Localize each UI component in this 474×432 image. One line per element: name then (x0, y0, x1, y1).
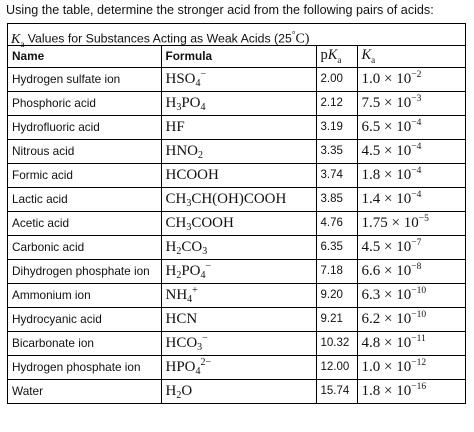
table-row (8, 187, 465, 211)
ka-value (357, 235, 465, 259)
ka-value (357, 67, 465, 91)
formula-subscript: 4 (187, 293, 193, 305)
chemical-formula (161, 139, 316, 163)
formula-text: H (165, 238, 177, 255)
formula-charge: − (202, 332, 208, 344)
table-row (8, 235, 465, 259)
pka-value: 9.21 (316, 307, 357, 331)
formula-text: CO (181, 238, 203, 255)
table-row (8, 91, 465, 115)
pka-value: 6.35 (316, 235, 357, 259)
table-row (8, 163, 465, 187)
table-body (8, 67, 465, 403)
pka-value: 3.35 (316, 139, 357, 163)
formula-subscript: 2 (198, 149, 203, 161)
formula-text: HPO (165, 358, 196, 375)
chemical-formula (161, 163, 316, 187)
header-row (8, 46, 465, 67)
table-row (8, 307, 465, 331)
table-row (8, 331, 465, 355)
header-pka-subscript: a (337, 55, 342, 66)
chemical-formula (161, 91, 316, 115)
ka-mantissa: 4.8 × 10 (361, 334, 412, 351)
chemical-formula (161, 283, 316, 307)
table-row (8, 115, 465, 139)
ka-exponent: −7 (411, 237, 422, 248)
ka-mantissa: 6.6 × 10 (361, 262, 412, 279)
ka-mantissa: 1.8 × 10 (361, 382, 412, 399)
acid-name: Acetic acid (8, 211, 161, 235)
caption-ka-symbol (11, 32, 24, 47)
formula-text: HCO (165, 334, 198, 351)
caption-text: Values for Substances Acting as Weak Acids (25 (24, 31, 292, 46)
acid-name: Nitrous acid (8, 139, 161, 163)
formula-text: PO (181, 94, 201, 111)
ka-exponent: −2 (411, 69, 422, 80)
pka-value: 7.18 (316, 259, 357, 283)
formula-subscript: 3 (202, 245, 208, 257)
chemical-formula (161, 331, 316, 355)
acid-name: Hydrogen phosphate ion (8, 355, 161, 379)
chemical-formula (161, 307, 316, 331)
acid-name: Phosphoric acid (8, 91, 161, 115)
pka-value: 2.00 (316, 67, 357, 91)
header-formula: Formula (161, 46, 316, 67)
header-pka-symbol: K (327, 47, 338, 64)
header-name: Name (8, 46, 161, 67)
ka-exponent: −3 (411, 93, 422, 104)
formula-subscript: 4 (200, 101, 206, 113)
formula-text: CH (165, 214, 187, 231)
formula-text: HF (165, 118, 185, 135)
acid-name: Hydrofluoric acid (8, 115, 161, 139)
pka-value: 4.76 (316, 211, 357, 235)
ka-mantissa: 4.5 × 10 (361, 142, 412, 159)
acid-name: Hydrocyanic acid (8, 307, 161, 331)
acid-name: Hydrogen sulfate ion (8, 67, 161, 91)
ka-value (357, 331, 465, 355)
formula-text: H (165, 382, 177, 399)
ka-table-container (7, 23, 466, 404)
ka-value (357, 259, 465, 283)
ka-mantissa: 6.5 × 10 (361, 118, 412, 135)
ka-value (357, 307, 465, 331)
ka-value (357, 355, 465, 379)
table-row (8, 67, 465, 91)
acid-name: Lactic acid (8, 187, 161, 211)
chemical-formula (161, 379, 316, 403)
ka-exponent: −4 (411, 141, 422, 152)
formula-text: HSO (165, 70, 196, 87)
table-row (8, 355, 465, 379)
formula-subscript: 2 (176, 269, 182, 281)
ka-value (357, 211, 465, 235)
ka-exponent: −12 (411, 357, 427, 368)
ka-mantissa: 1.0 × 10 (361, 70, 412, 87)
acid-name: Water (8, 379, 161, 403)
chemical-formula (161, 259, 316, 283)
formula-text: O (181, 382, 193, 399)
ka-mantissa: 6.3 × 10 (361, 286, 412, 303)
ka-value (357, 91, 465, 115)
ka-value (357, 379, 465, 403)
chemical-formula (161, 235, 316, 259)
formula-text: PO (181, 262, 201, 279)
header-ka-symbol: K (361, 47, 372, 64)
table-caption (8, 24, 465, 49)
formula-text: HCN (165, 310, 198, 327)
formula-text: CH(OH)COOH (191, 190, 287, 207)
ka-mantissa: 1.0 × 10 (361, 358, 412, 375)
ka-value (357, 115, 465, 139)
formula-text: H (165, 94, 177, 111)
pka-value: 10.32 (316, 331, 357, 355)
table-row (8, 139, 465, 163)
ka-mantissa: 7.5 × 10 (361, 94, 412, 111)
formula-text: CH (165, 190, 187, 207)
ka-exponent: −4 (411, 165, 422, 176)
ka-value (357, 187, 465, 211)
formula-subscript: 3 (186, 197, 192, 209)
acid-name: Formic acid (8, 163, 161, 187)
caption-symbol-subscript: a (20, 38, 25, 49)
ka-exponent: −4 (411, 189, 422, 200)
chemical-formula (161, 115, 316, 139)
chemical-formula (161, 187, 316, 211)
formula-text: H (165, 262, 177, 279)
ka-value (357, 283, 465, 307)
ka-exponent: −4 (411, 117, 422, 128)
table-row (8, 259, 465, 283)
weak-acids-table (8, 46, 465, 403)
ka-mantissa: 1.4 × 10 (361, 190, 412, 207)
ka-exponent: −8 (411, 261, 422, 272)
formula-charge: − (200, 68, 207, 80)
ka-mantissa: 4.5 × 10 (361, 238, 412, 255)
pka-value: 3.74 (316, 163, 357, 187)
caption-symbol: K (11, 31, 21, 47)
pka-value: 3.19 (316, 115, 357, 139)
chemical-formula (161, 355, 316, 379)
formula-subscript: 4 (195, 365, 201, 377)
acid-name: Dihydrogen phosphate ion (8, 259, 161, 283)
formula-charge: + (192, 284, 198, 296)
table-row (8, 283, 465, 307)
chemical-formula (161, 67, 316, 91)
formula-subscript: 2 (176, 245, 182, 257)
ka-exponent: −16 (411, 381, 427, 392)
chemical-formula (161, 211, 316, 235)
formula-subscript: 3 (186, 221, 192, 233)
caption-degree-sign: ° (291, 29, 296, 39)
formula-subscript: 4 (200, 269, 206, 281)
ka-mantissa: 1.75 × 10 (361, 214, 419, 231)
pka-value: 3.85 (316, 187, 357, 211)
formula-subscript: 3 (176, 101, 182, 113)
table-row (8, 379, 465, 403)
formula-charge: 2− (200, 356, 212, 368)
acid-name: Bicarbonate ion (8, 331, 161, 355)
table-row (8, 211, 465, 235)
acid-name: Carbonic acid (8, 235, 161, 259)
formula-subscript: 2 (176, 389, 182, 401)
caption-unit: C) (295, 31, 310, 47)
ka-exponent: −10 (411, 309, 427, 320)
ka-exponent: −5 (418, 213, 429, 224)
header-ka (357, 46, 465, 67)
formula-text: HCOOH (165, 166, 219, 183)
acid-name: Ammonium ion (8, 283, 161, 307)
formula-subscript: 3 (197, 341, 203, 353)
formula-text: COOH (191, 214, 234, 231)
ka-exponent: −10 (411, 285, 427, 296)
pka-value: 15.74 (316, 379, 357, 403)
pka-value: 9.20 (316, 283, 357, 307)
ka-exponent: −11 (411, 333, 426, 344)
formula-text: HNO (165, 142, 198, 159)
formula-text: NH (165, 286, 188, 303)
header-pka-prefix: p (320, 47, 328, 64)
header-pka (316, 46, 357, 67)
pka-value: 12.00 (316, 355, 357, 379)
question-text: Using the table, determine the stronger acid from the following pairs of acids: (6, 3, 434, 17)
formula-charge: − (205, 260, 212, 272)
formula-subscript: 4 (195, 77, 201, 89)
header-ka-subscript: a (371, 55, 376, 66)
ka-value (357, 163, 465, 187)
ka-value (357, 139, 465, 163)
ka-mantissa: 6.2 × 10 (361, 310, 412, 327)
ka-mantissa: 1.8 × 10 (361, 166, 412, 183)
pka-value: 2.12 (316, 91, 357, 115)
